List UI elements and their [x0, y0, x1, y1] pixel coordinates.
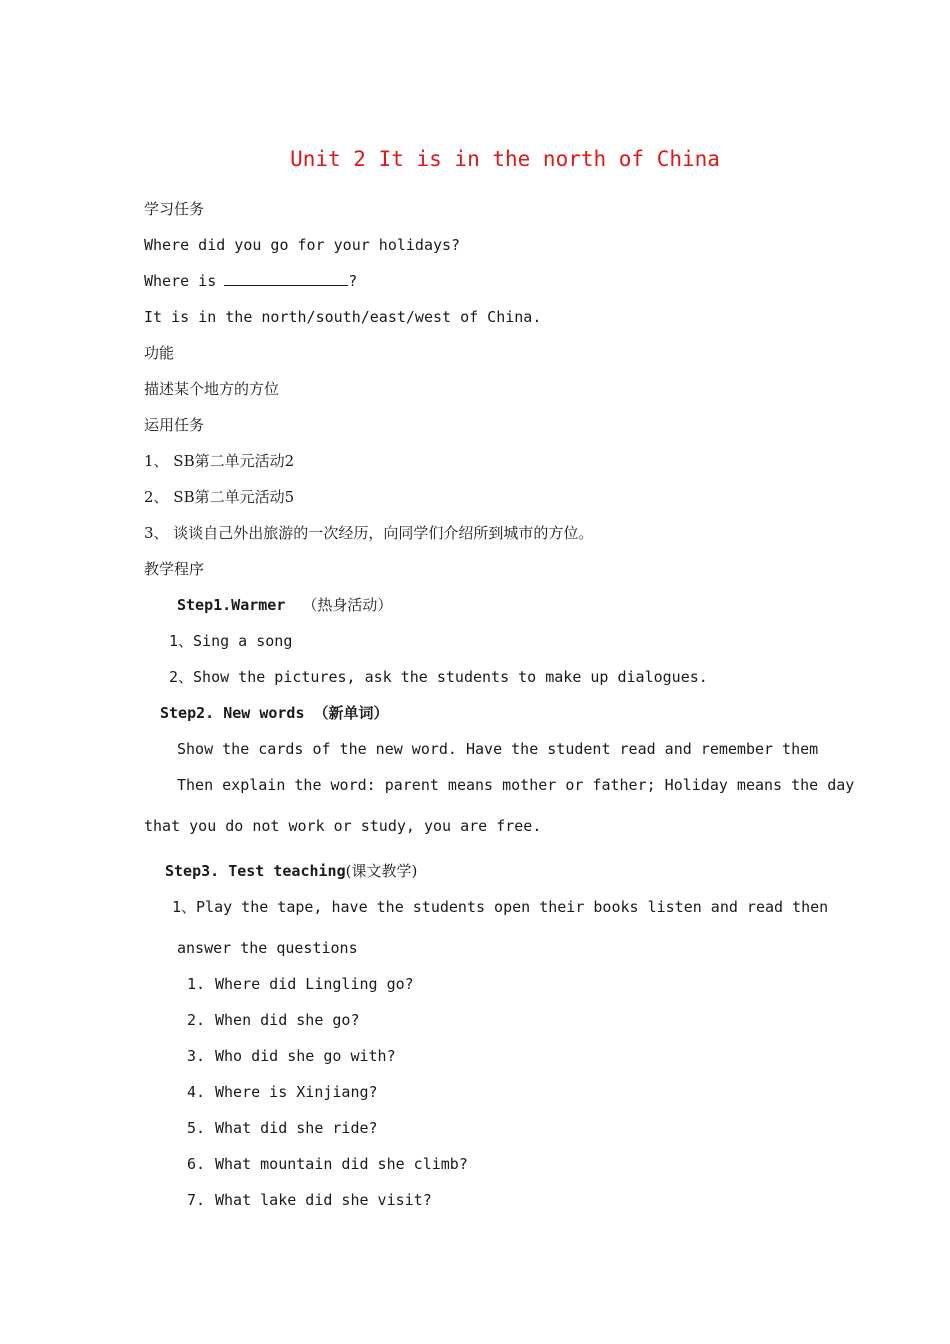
- function-heading: 功能: [144, 344, 175, 362]
- tasks-answer-1: It is in the north/south/east/west of China.: [144, 308, 542, 326]
- step2-line-2: Then explain the word: parent means mother or father; Holiday means the day: [177, 776, 855, 794]
- step1-label-cn: （热身活动）: [302, 596, 393, 614]
- tasks-question-2: [144, 271, 357, 291]
- apply-item-3: 3、 谈谈自己外出旅游的一次经历，向同学们介绍所到城市的方位。: [144, 524, 594, 542]
- question-text: What mountain did she climb?: [215, 1155, 468, 1173]
- question-number: 5.: [187, 1119, 206, 1137]
- tasks-heading: 学习任务: [144, 200, 205, 218]
- question-item: [187, 1082, 378, 1102]
- step1-label: Step1.Warmer: [177, 596, 286, 614]
- question-item: [187, 1190, 432, 1210]
- step3-heading: [165, 861, 417, 881]
- tasks-question-2-suffix: ?: [348, 272, 358, 290]
- step1-heading: [177, 595, 392, 615]
- question-number: 2.: [187, 1011, 206, 1029]
- step1-item-2: 2、Show the pictures, ask the students to make up dialogues.: [169, 668, 708, 686]
- step2-heading: Step2. New words （新单词）: [160, 704, 389, 722]
- question-item: [187, 1046, 396, 1066]
- tasks-question-2-prefix: Where is: [144, 272, 217, 290]
- question-item: [187, 974, 414, 994]
- question-item: [187, 1154, 468, 1174]
- procedure-heading: 教学程序: [144, 560, 205, 578]
- step3-line-2: answer the questions: [177, 939, 358, 957]
- question-number: 6.: [187, 1155, 206, 1173]
- question-number: 4.: [187, 1083, 206, 1101]
- question-text: Where did Lingling go?: [215, 975, 414, 993]
- step3-line-1: 1、Play the tape, have the students open their books listen and read then: [172, 898, 829, 916]
- question-text: Who did she go with?: [215, 1047, 396, 1065]
- step1-item-1: 1、Sing a song: [169, 632, 293, 650]
- step3-label-cn: (课文教学): [345, 862, 418, 880]
- question-number: 3.: [187, 1047, 206, 1065]
- question-text: Where is Xinjiang?: [215, 1083, 378, 1101]
- step2-line-3: that you do not work or study, you are free.: [144, 817, 542, 835]
- fill-in-blank: [224, 271, 348, 286]
- function-text: 描述某个地方的方位: [144, 380, 280, 398]
- question-number: 1.: [187, 975, 206, 993]
- step2-line-1: Show the cards of the new word. Have the student read and remember them: [177, 740, 819, 758]
- apply-heading: 运用任务: [144, 416, 205, 434]
- document-title: Unit 2 It is in the north of China: [290, 147, 720, 171]
- step3-label: Step3. Test teaching: [165, 862, 346, 880]
- apply-item-2: 2、 SB第二单元活动5: [144, 488, 295, 506]
- apply-item-1: 1、 SB第二单元活动2: [144, 452, 295, 470]
- question-text: What did she ride?: [215, 1119, 378, 1137]
- question-text: When did she go?: [215, 1011, 360, 1029]
- tasks-question-1: Where did you go for your holidays?: [144, 236, 461, 254]
- question-number: 7.: [187, 1191, 206, 1209]
- question-text: What lake did she visit?: [215, 1191, 432, 1209]
- question-item: [187, 1118, 378, 1138]
- question-item: [187, 1010, 360, 1030]
